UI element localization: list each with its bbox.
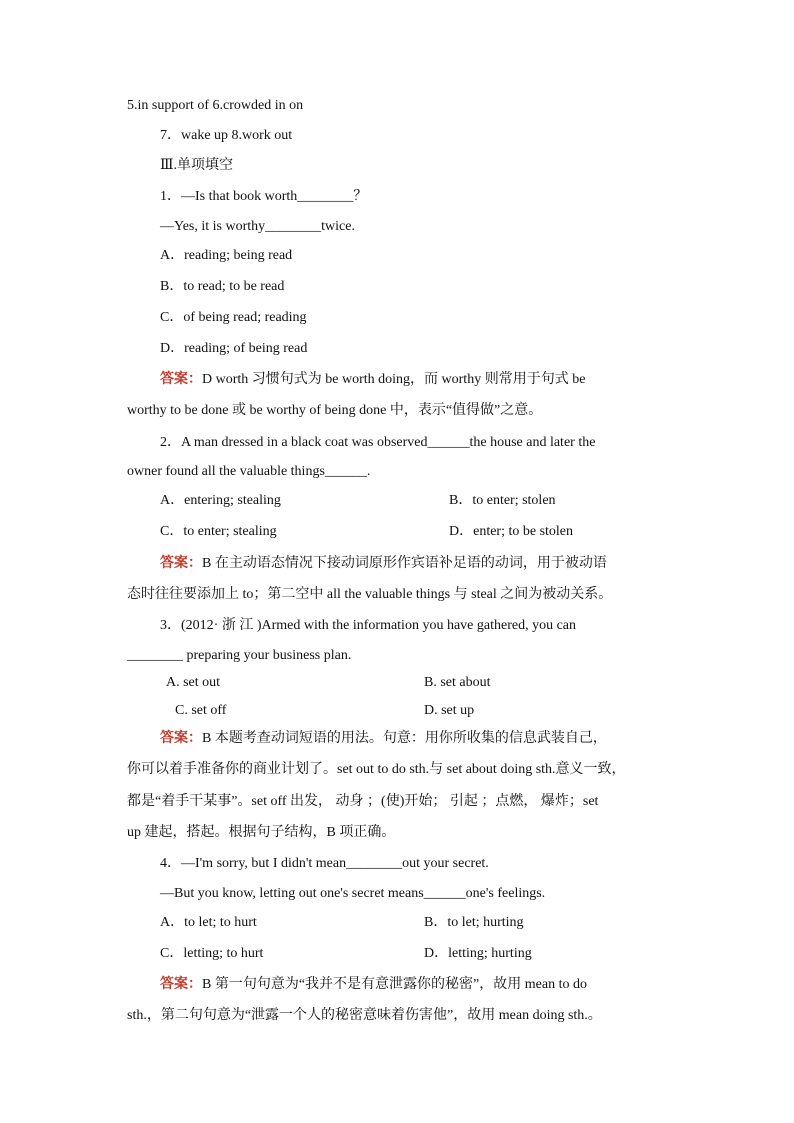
question-2-option-c: C．to enter; stealing <box>160 524 277 539</box>
question-1-option-b: B．to read; to be read <box>160 279 285 294</box>
answer-4-line-2: sth.，第二句句意为“泄露一个人的秘密意味着伤害他”，故用 mean doing sth.。 <box>127 1008 602 1023</box>
answer-label: 答案： <box>160 731 202 746</box>
answer-3-line-2: 你可以着手准备你的商业计划了。set out to do sth.与 set about doing sth.意义一致， <box>127 762 626 777</box>
question-1-option-c: C．of being read; reading <box>160 310 307 325</box>
answer-label: 答案： <box>160 372 202 387</box>
question-3-line-1: 3．(2012· 浙 江 )Armed with the information you have gathered, you can <box>160 618 577 633</box>
question-1-line-1: 1．—Is that book worth________？ <box>160 189 368 204</box>
question-4-option-d: D．letting; hurting <box>424 946 532 961</box>
question-2-option-b: B．to enter; stolen <box>449 493 556 508</box>
section-heading: Ⅲ.单项填空 <box>160 158 234 173</box>
question-1-line-2: —Yes, it is worthy________twice. <box>160 219 355 234</box>
question-3-option-c: C. set off <box>175 703 227 718</box>
answer-4-line-1 <box>160 975 587 995</box>
answer-3-line-1 <box>160 729 607 749</box>
answer-3-line-3: 都是“着手干某事”。set off 出发， 动身 ；(使)开始； 引起 ；点燃， 爆炸；set <box>127 794 599 809</box>
answer-line-7-8: 7．wake up 8.work out <box>160 128 293 143</box>
answer-1-line-2: worthy to be done 或 be worthy of being done 中，表示“值得做”之意。 <box>127 403 543 418</box>
answer-3-line-4: up 建起，搭起。根据句子结构，B 项正确。 <box>127 825 396 840</box>
question-4-line-2: —But you know, letting out one's secret means______one's feelings. <box>160 886 546 901</box>
question-3-option-d: D. set up <box>424 703 475 718</box>
question-3-option-b: B. set about <box>424 675 491 690</box>
question-2-line-1: 2．A man dressed in a black coat was observed______the house and later the <box>160 435 596 450</box>
answer-3-text: B 本题考查动词短语的用法。句意：用你所收集的信息武装自己， <box>202 731 607 746</box>
answer-2-line-1 <box>160 554 607 574</box>
question-4-option-b: B．to let; hurting <box>424 915 524 930</box>
question-1-option-d: D．reading; of being read <box>160 341 308 356</box>
question-4-option-c: C．letting; to hurt <box>160 946 264 961</box>
question-3-line-2: ________ preparing your business plan. <box>127 648 352 663</box>
answer-4-text: B 第一句句意为“我并不是有意泄露你的秘密”，故用 mean to do <box>202 977 587 992</box>
question-2-option-a: A．entering; stealing <box>160 493 281 508</box>
answer-2-text: B 在主动语态情况下接动词原形作宾语补足语的动词，用于被动语 <box>202 556 607 571</box>
question-4-option-a: A．to let; to hurt <box>160 915 257 930</box>
question-2-option-d: D．enter; to be stolen <box>449 524 574 539</box>
question-2-line-2: owner found all the valuable things______. <box>127 464 371 479</box>
answer-line-5-6: 5.in support of 6.crowded in on <box>127 98 304 113</box>
answer-label: 答案： <box>160 977 202 992</box>
answer-label: 答案： <box>160 556 202 571</box>
question-1-option-a: A．reading; being read <box>160 248 293 263</box>
question-3-option-a: A. set out <box>166 675 221 690</box>
answer-1-line-1 <box>160 370 585 390</box>
answer-2-line-2: 态时往往要添加上 to；第二空中 all the valuable things 与 steal 之间为被动关系。 <box>127 587 613 602</box>
answer-1-text: D worth 习惯句式为 be worth doing，而 worthy 则常用于句式 be <box>202 372 586 387</box>
question-4-line-1: 4．—I'm sorry, but I didn't mean________out your secret. <box>160 856 489 871</box>
